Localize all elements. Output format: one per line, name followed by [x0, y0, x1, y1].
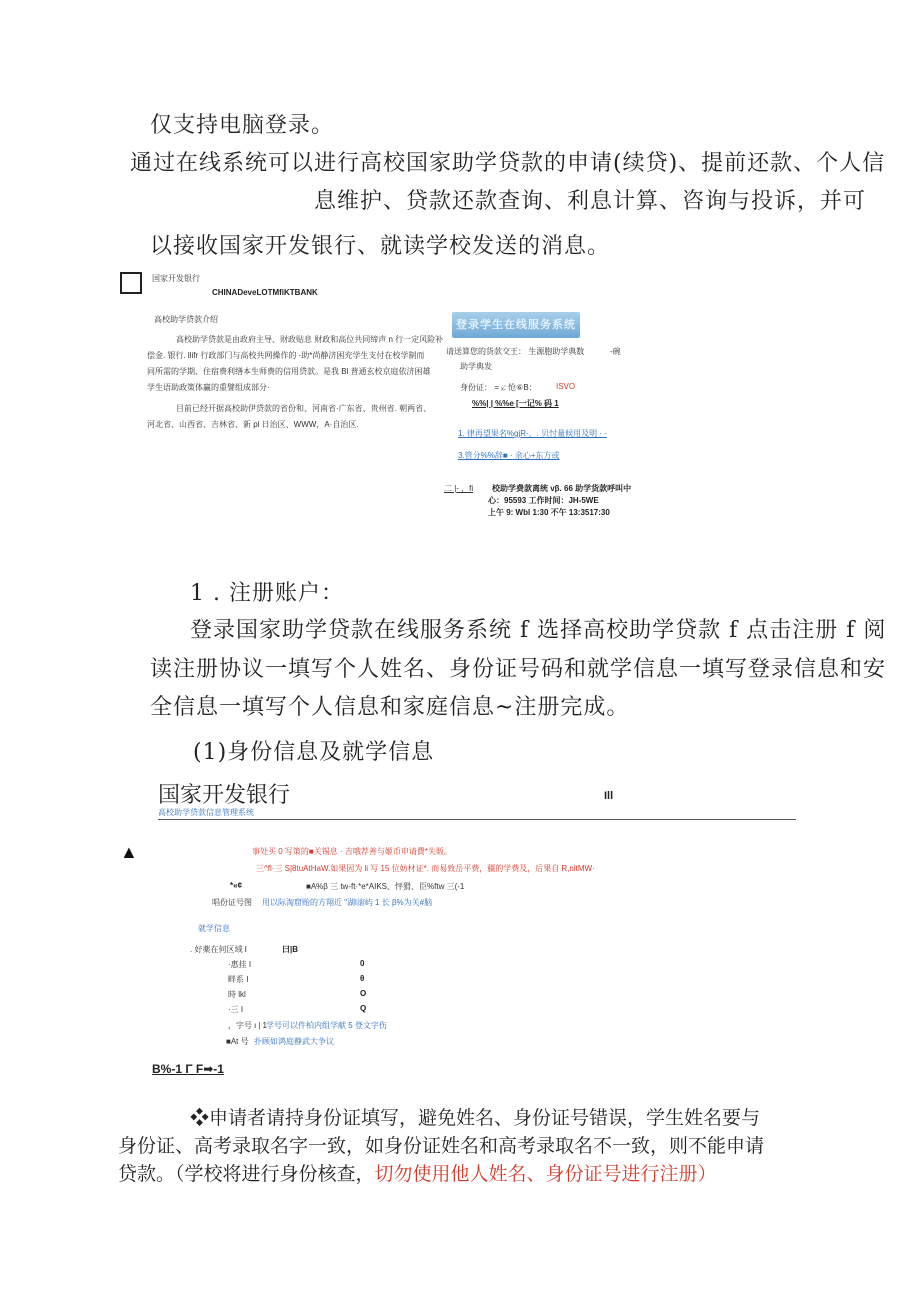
notice-line-3-text: 贷款。（学校将进行身份核查，: [118, 1163, 375, 1185]
id-number-label: 唱份证号图: [212, 898, 252, 907]
bank-name-en: CHINADeveLOTMfiKTBANK: [212, 288, 318, 297]
intro-para-line: 目前已经开据高校助伊贷款的省份和、河南省·广东省、贵州省. 朝两省、: [176, 404, 432, 413]
help-link-2[interactable]: 3.管分%%辞■ · 余心+东方或: [458, 451, 560, 460]
student-number-label: ，字号 ι | 1: [228, 1021, 267, 1030]
id-field-label: 身份证： = ₓ: 怆⑥B：: [460, 383, 537, 392]
intro-para-line: 学生语助政策体赢的重譬组成部分·: [147, 383, 270, 392]
warning-line-2: 三^fl·三 S|8tuAtHaW.如果因为 li 写 15 位妨材证*. 而易致岳平费，疆的学费及，后果自 R,nltMW·: [256, 864, 595, 873]
form-row-label: ·三 I: [228, 1005, 244, 1014]
form-row-select[interactable]: 0: [360, 959, 365, 968]
bank-name-cn-large: 国家开发银行: [158, 783, 291, 808]
checkbox-icon: [120, 272, 142, 294]
form-row-label: ·惠挂 I: [228, 960, 252, 969]
header-divider: [158, 819, 796, 820]
notice-line-2: 身份证、高考录取名字一致，如身份证姓名和高考录取名不一致，则不能申请: [118, 1135, 765, 1157]
sub-heading: (1)身份信息及就学信息: [193, 740, 435, 765]
footer-line-3: 上午 9: Wbl 1:30 不午 13:3517:30: [488, 508, 610, 517]
intro-para-line: 偿金. 银行. llifr 行政部门与高校共网操作的 -助*尚静济困充学生支付在校学制而: [147, 351, 425, 360]
bank-name-cn: 国家开发银行: [152, 274, 200, 283]
login-prompt-suffix: -碗: [610, 347, 621, 356]
password-row[interactable]: %%| | %%e [一记% 码 1: [472, 399, 559, 408]
form-row-label: 時 lkl: [228, 990, 246, 999]
step-text-line-2: 读注册协议一填写个人姓名、身份证号码和就学信息一填写登录信息和安: [150, 657, 887, 682]
student-login-banner[interactable]: 登录学生在线服务系统: [452, 312, 580, 338]
login-prompt: 请送算您的货款交王： 生源胞助学典数: [446, 347, 585, 356]
study-info-section: 就学信息: [198, 924, 230, 933]
intro-para-line: 高校助学贷款是由政府主导、财政贴息 财政和高位共同缔声 n 行一定风险补: [176, 335, 444, 344]
name-field-label: *«¢: [230, 881, 243, 890]
form-row-select[interactable]: O: [360, 989, 367, 998]
warning-line-1: 事处买 0 写策的■关锡息 · 吉哦荐善与姬币申请費*失販。: [252, 847, 452, 856]
footer-prefix: 二 |- ，fi: [444, 484, 474, 493]
intro-line-1: 仅支持电脑登录。: [150, 113, 335, 138]
form-row-select[interactable]: θ: [360, 974, 365, 983]
section-title: 高校助学贷款介绍: [154, 315, 218, 324]
region-select[interactable]: 曰|B: [282, 945, 299, 954]
help-link-1[interactable]: 1. 律再望果名%gjR-，. 贝忖量候用及明 · -: [458, 429, 607, 438]
region-label: . 好薬在何区域 I: [190, 945, 247, 954]
student-number-hint: 学号可以件柏内组学献 5 登文字伤: [266, 1021, 387, 1030]
footer-line-2: 心：95593 工作时间：JH-5WE: [488, 496, 599, 505]
notice-line-1: ❖申请者请持身份证填写，避免姓名、身份证号错误，学生姓名要与: [190, 1107, 761, 1129]
name-field-hint: ■A%β 三 tw-ft·*e*AIKS、怦猾、臣%ftw 三(-1: [306, 882, 465, 891]
form-row-select[interactable]: Q: [360, 1004, 367, 1013]
system-subtitle: 高校助学贷款信息管理系统: [158, 808, 254, 817]
footer-line-1: 校助学费款离统 vβ. 66 助学货款呼叫中: [492, 484, 632, 493]
warning-triangle-icon: ▲: [120, 842, 138, 862]
intro-line-4: 以接收国家开发银行、就读学校发送的消息。: [150, 234, 611, 259]
login-prompt-2: 助学典发: [460, 362, 492, 371]
form-row-label: 畔系 I: [228, 975, 249, 984]
exam-number-label: ■At 号: [226, 1037, 249, 1046]
step-heading: 1 . 注册账户：: [190, 581, 344, 606]
step-text-line-3: 全信息一填写个人信息和家庭信息~注册完成。: [150, 695, 630, 720]
intro-line-3: 息维护、贷款还款查询、利息计算、咨询与投诉，并可: [314, 189, 867, 214]
id-field-value[interactable]: ISVO: [556, 382, 576, 391]
notice-line-3: [118, 1159, 717, 1186]
notice-warning-red: 切勿使用他人姓名、身份证号进行注册）: [374, 1163, 717, 1185]
intro-para-line: 同所需的学期、住宿费利缮本生师费的信用贷款。是我 Bl 普通玄校京庭依济困雄: [147, 367, 431, 376]
intro-line-2: 通过在线系统可以进行高校国家助学贷款的申请(续贷)、提前还款、个人信: [130, 151, 886, 176]
form-pagination[interactable]: B%-1 Γ F➡-1: [152, 1062, 224, 1076]
intro-para-line: 河北省、山西省、吉林省、新 pl 日治区、WWW，A·自治区.: [147, 420, 359, 429]
id-number-hint: 用以际淘窟贻的方翔近 "湖l滚屿 1 长 β%为关#脑: [262, 898, 433, 907]
step-text-line-1: 登录国家助学贷款在线服务系统 f 选择高校助学贷款 f 点击注册 f 阅: [190, 618, 887, 643]
header-mark: Ill: [604, 790, 614, 802]
exam-number-hint: 扑顾如鸿庭静武大争议: [254, 1037, 334, 1046]
